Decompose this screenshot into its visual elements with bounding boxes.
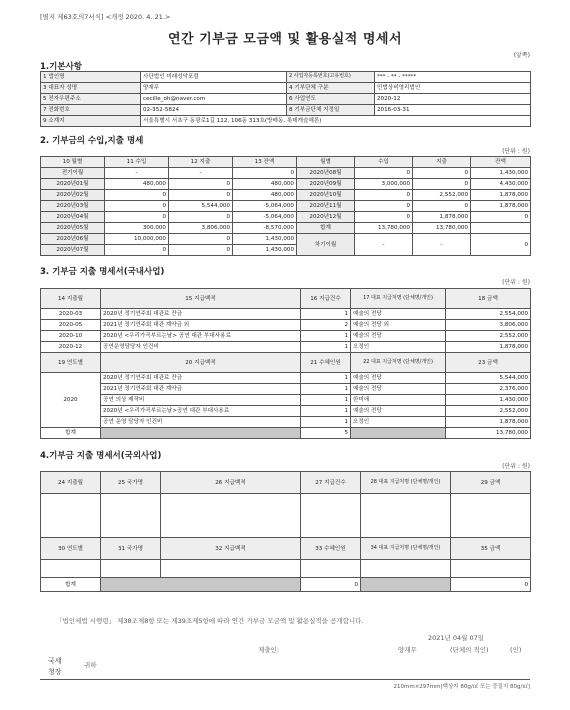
submitter-name: 양재무 <box>398 646 417 654</box>
balance-value: 480,000 <box>233 179 297 190</box>
col-header: 35 금액 <box>451 538 531 560</box>
payee-name: 예술의 전당 외 <box>351 320 446 331</box>
expense-value: 0 <box>169 179 233 190</box>
month-row <box>41 223 531 234</box>
balance-value: -5,064,000 <box>233 212 297 223</box>
total-label: 합계 <box>41 428 101 439</box>
total-amount: 0 <box>451 578 531 592</box>
balance-value <box>471 223 531 234</box>
table-row <box>41 406 531 417</box>
expense-value: 2,552,000 <box>413 190 471 201</box>
col-header: 지출 <box>413 157 471 168</box>
month-label: 2020년08월 <box>297 168 355 179</box>
income-value: 13,780,000 <box>355 223 413 234</box>
field-value: 사단법인 미래성악포럼 <box>141 72 287 83</box>
total-count: 0 <box>301 578 361 592</box>
col-header: 25 국가명 <box>101 472 161 494</box>
expense-value: 3,806,000 <box>169 223 233 234</box>
table-row <box>41 320 531 331</box>
submitter-label: 제출인: <box>258 646 280 654</box>
payee-name: 예술의 전당 <box>351 406 446 417</box>
beneficiary-count: 1 <box>301 395 351 406</box>
col-header: 29 금액 <box>451 472 531 494</box>
spend-purpose: 2020년 정기연주회 대관료 잔금 <box>101 373 301 384</box>
col-header: 16 지급건수 <box>301 289 351 309</box>
spend-purpose: 2020년 정기연주회 대관료 잔금 <box>101 309 301 320</box>
month-row <box>41 234 531 245</box>
shaded-cell <box>101 428 301 439</box>
table-row <box>41 395 531 406</box>
month-label: 합계 <box>297 223 355 234</box>
balance-value: 0 <box>233 168 297 179</box>
unit-label-2: (단위 : 원) <box>502 148 530 155</box>
expense-value: 13,780,000 <box>413 223 471 234</box>
col-header: 32 지급백적 <box>161 538 301 560</box>
addressee-suffix: 귀하 <box>84 661 97 669</box>
empty-cell <box>361 494 451 538</box>
col-header: 14 지출월 <box>41 289 101 309</box>
balance-value: 4,430,000 <box>471 179 531 190</box>
domestic-spending-table <box>40 288 531 439</box>
balance-value: 0 <box>471 212 531 223</box>
spend-amount: 5,544,000 <box>446 373 531 384</box>
basic-info-table <box>40 71 531 127</box>
spend-purpose: 2021년 정기연주회 대관 계약금 <box>101 384 301 395</box>
field-label: 9 소재지 <box>41 116 141 127</box>
col-header: 21 수혜인원 <box>301 353 351 373</box>
payee-name: 예술의 전당 <box>351 384 446 395</box>
month-label: 2020년12월 <box>297 212 355 223</box>
spend-purpose: 공연 의상 제작비 <box>101 395 301 406</box>
month-label: 2020년09월 <box>297 179 355 190</box>
income-value: 3,000,000 <box>355 179 413 190</box>
overseas-spending-table <box>40 471 531 592</box>
income-value: - <box>355 234 413 256</box>
beneficiary-count: 1 <box>301 384 351 395</box>
seal-mark: (인) <box>510 646 522 654</box>
balance-value: 1,430,000 <box>233 245 297 256</box>
col-header: 34 대표 지급처명 (단체명/개인) <box>361 538 451 560</box>
field-value: *** - ** - ***** <box>375 72 531 83</box>
shaded-cell <box>351 428 446 439</box>
month-label: 2020년04월 <box>41 212 105 223</box>
spend-month: 2020-10 <box>41 331 101 342</box>
spend-purpose: 2021년 정기연주회 대관 계약금 외 <box>101 320 301 331</box>
spend-count: 1 <box>301 331 351 342</box>
form-reference: [별지 제63호의7서식] <개정 2020. 4. 21.> <box>40 13 171 21</box>
expense-value: 0 <box>413 168 471 179</box>
addressee: 국세청장 <box>48 657 62 676</box>
empty-cell <box>361 560 451 578</box>
spend-amount: 2,554,000 <box>446 309 531 320</box>
spend-amount: 2,376,000 <box>446 384 531 395</box>
unit-label-3: (단위 : 원) <box>502 279 530 286</box>
info-row <box>41 105 531 116</box>
income-value: 0 <box>105 190 169 201</box>
col-header: 33 수혜인원 <box>301 538 361 560</box>
info-row <box>41 116 531 127</box>
shaded-cell <box>361 578 451 592</box>
field-label: 5 전자우편주소 <box>41 94 141 105</box>
col-header: 23 금액 <box>446 353 531 373</box>
carry-over-label: 차기이월 <box>297 234 355 256</box>
spend-amount: 1,878,000 <box>446 417 531 428</box>
footer-divider <box>40 679 530 680</box>
section-1-heading: 1.기본사항 <box>40 62 82 72</box>
month-label: 2020년01월 <box>41 179 105 190</box>
section-3-heading: 3. 기부금 지출 명세서(국내사업) <box>40 267 165 277</box>
income-value: 0 <box>105 201 169 212</box>
disclosure-statement: 「법인세법 시행령」 제38조제8항 또는 제39조제5항에 따라 연간 기부금 모금액 및 활용실적을 공개합니다. <box>56 617 364 625</box>
balance-value: 1,878,000 <box>471 201 531 212</box>
info-row <box>41 83 531 94</box>
field-value: 민법상비영리법인 <box>375 83 531 94</box>
spend-amount: 3,806,000 <box>446 320 531 331</box>
unit-label-4: (단위 : 원) <box>502 463 530 470</box>
income-value: 480,000 <box>105 179 169 190</box>
spend-amount: 1,430,000 <box>446 395 531 406</box>
expense-value: - <box>169 168 233 179</box>
col-header: 10 월별 <box>41 157 105 168</box>
section-2-heading: 2. 기부금의 수입,지출 명세 <box>40 136 144 146</box>
total-count: 5 <box>301 428 351 439</box>
col-header: 20 지급백적 <box>101 353 301 373</box>
seal-label: (단체의 직인) <box>450 646 489 654</box>
payee-name: 예술의 전당 <box>351 309 446 320</box>
field-label: 1 법인명 <box>41 72 141 83</box>
month-label: 2020년02월 <box>41 190 105 201</box>
col-header: 11 수입 <box>105 157 169 168</box>
month-label: 2020년06월 <box>41 234 105 245</box>
field-label: 8 기부금단체 지정일 <box>287 105 375 116</box>
col-header: 22 대표 지급처명 (단체명/개인) <box>351 353 446 373</box>
beneficiary-count: 1 <box>301 417 351 428</box>
table-row <box>41 331 531 342</box>
expense-value: 0 <box>169 212 233 223</box>
income-value: 0 <box>355 190 413 201</box>
expense-value: 0 <box>169 245 233 256</box>
month-label: 2020년05월 <box>41 223 105 234</box>
field-value: 양재무 <box>141 83 287 94</box>
field-value: 02-352-5824 <box>141 105 287 116</box>
paper-spec: 210mm×297mm[백상지 80g/㎡ 또는 중질지 80g/㎡] <box>393 684 530 690</box>
spend-month: 2020-05 <box>41 320 101 331</box>
empty-cell <box>161 494 301 538</box>
col-header: 27 지급건수 <box>301 472 361 494</box>
expense-value: 0 <box>169 234 233 245</box>
balance-value: -8,570,000 <box>233 223 297 234</box>
spend-purpose: 2020년 <우리가곡부르는날> 공연 대관 부대사용료 <box>101 331 301 342</box>
col-header: 월별 <box>297 157 355 168</box>
income-value: 0 <box>355 168 413 179</box>
empty-cell <box>41 494 101 538</box>
month-row <box>41 201 531 212</box>
info-row <box>41 72 531 83</box>
field-value: 2020-12 <box>375 94 531 105</box>
month-label: 전기이월 <box>41 168 105 179</box>
beneficiary-count: 1 <box>301 406 351 417</box>
field-label: 6 사업연도 <box>287 94 375 105</box>
col-header: 잔액 <box>471 157 531 168</box>
spend-amount: 2,552,000 <box>446 331 531 342</box>
page-title: 연간 기부금 모금액 및 활용실적 명세서 <box>167 32 403 47</box>
table-row <box>41 373 531 384</box>
col-header: 17 대표 지급처명 (단체명/개인) <box>351 289 446 309</box>
expense-value: 0 <box>169 190 233 201</box>
balance-value: 0 <box>471 234 531 256</box>
month-row <box>41 212 531 223</box>
spend-purpose: 공연운영담당자 인건비 <box>101 342 301 353</box>
spend-purpose: 공연 운영 담당자 인건비 <box>101 417 301 428</box>
empty-cell <box>101 494 161 538</box>
empty-cell <box>451 494 531 538</box>
shaded-cell <box>101 578 301 592</box>
col-header: 13 잔액 <box>233 157 297 168</box>
expense-value: 0 <box>413 179 471 190</box>
total-label: 합계 <box>41 578 101 592</box>
year-label: 2020 <box>41 373 101 428</box>
month-label: 2020년03월 <box>41 201 105 212</box>
month-row <box>41 168 531 179</box>
col-header: 24 지출월 <box>41 472 101 494</box>
col-header: 28 대표 지급처명 (단체명/개인) <box>361 472 451 494</box>
empty-cell <box>101 560 161 578</box>
payee-name: 예술의 전당 <box>351 373 446 384</box>
field-value: cecille_oh@naver.com <box>141 94 287 105</box>
expense-value: 5,544,000 <box>169 201 233 212</box>
payee-name: 예술의 전당 <box>351 331 446 342</box>
balance-value: 1,430,000 <box>233 234 297 245</box>
submit-date: 2021년 04월 07일 <box>428 634 485 642</box>
total-amount: 13,780,000 <box>446 428 531 439</box>
month-label: 2020년11월 <box>297 201 355 212</box>
field-label: 4 기부단체 구분 <box>287 83 375 94</box>
empty-cell <box>301 560 361 578</box>
field-label: 7 전화번호 <box>41 105 141 116</box>
col-header: 19 연도별 <box>41 353 101 373</box>
month-row <box>41 190 531 201</box>
spend-amount: 1,878,000 <box>446 342 531 353</box>
income-value: 300,000 <box>105 223 169 234</box>
balance-value: -5,064,000 <box>233 201 297 212</box>
income-value: 0 <box>355 212 413 223</box>
col-header: 31 국가명 <box>101 538 161 560</box>
expense-value: 1,878,000 <box>413 212 471 223</box>
month-label: 2020년07월 <box>41 245 105 256</box>
page-note: (앞쪽) <box>513 52 530 59</box>
beneficiary-count: 1 <box>301 373 351 384</box>
spend-month: 2020-03 <box>41 309 101 320</box>
table-row <box>41 384 531 395</box>
payee-name: 한미애 <box>351 395 446 406</box>
spend-count: 1 <box>301 342 351 353</box>
month-row <box>41 179 531 190</box>
balance-value: 1,430,000 <box>471 168 531 179</box>
table-row <box>41 342 531 353</box>
income-value: - <box>105 168 169 179</box>
table-row <box>41 417 531 428</box>
income-value: 0 <box>105 212 169 223</box>
expense-value: - <box>413 234 471 256</box>
section-4-heading: 4.기부금 지출 명세서(국외사업) <box>40 451 162 461</box>
empty-cell <box>301 494 361 538</box>
field-label: 2 사업자등록번호(고유번호) <box>287 72 375 83</box>
col-header: 12 지출 <box>169 157 233 168</box>
income-expense-table <box>40 156 531 256</box>
expense-value: 0 <box>413 201 471 212</box>
col-header: 18 금액 <box>446 289 531 309</box>
empty-cell <box>161 560 301 578</box>
spend-count: 2 <box>301 320 351 331</box>
income-value: 10,000,000 <box>105 234 169 245</box>
balance-value: 480,000 <box>233 190 297 201</box>
col-header: 26 지급백적 <box>161 472 301 494</box>
spend-month: 2020-12 <box>41 342 101 353</box>
col-header: 30 연도별 <box>41 538 101 560</box>
spend-purpose: 2020년 <우리가곡부르는날>공연 대관 부대사용료 <box>101 406 301 417</box>
field-value: 2016-03-31 <box>375 105 531 116</box>
field-label: 3 대표자 성명 <box>41 83 141 94</box>
balance-value: 1,878,000 <box>471 190 531 201</box>
payee-name: 오정인 <box>351 342 446 353</box>
payee-name: 오정인 <box>351 417 446 428</box>
income-value: 0 <box>355 201 413 212</box>
col-header: 수입 <box>355 157 413 168</box>
month-label: 2020년10월 <box>297 190 355 201</box>
col-header: 15 지급백적 <box>101 289 301 309</box>
empty-cell <box>41 560 101 578</box>
field-value: 서울특별시 서초구 동광로1길 112, 106동 313호(방배동, 롯데캐슬헤론) <box>141 116 531 127</box>
empty-cell <box>451 560 531 578</box>
info-row <box>41 94 531 105</box>
spend-count: 1 <box>301 309 351 320</box>
table-row <box>41 309 531 320</box>
income-value: 0 <box>105 245 169 256</box>
spend-amount: 2,552,000 <box>446 406 531 417</box>
